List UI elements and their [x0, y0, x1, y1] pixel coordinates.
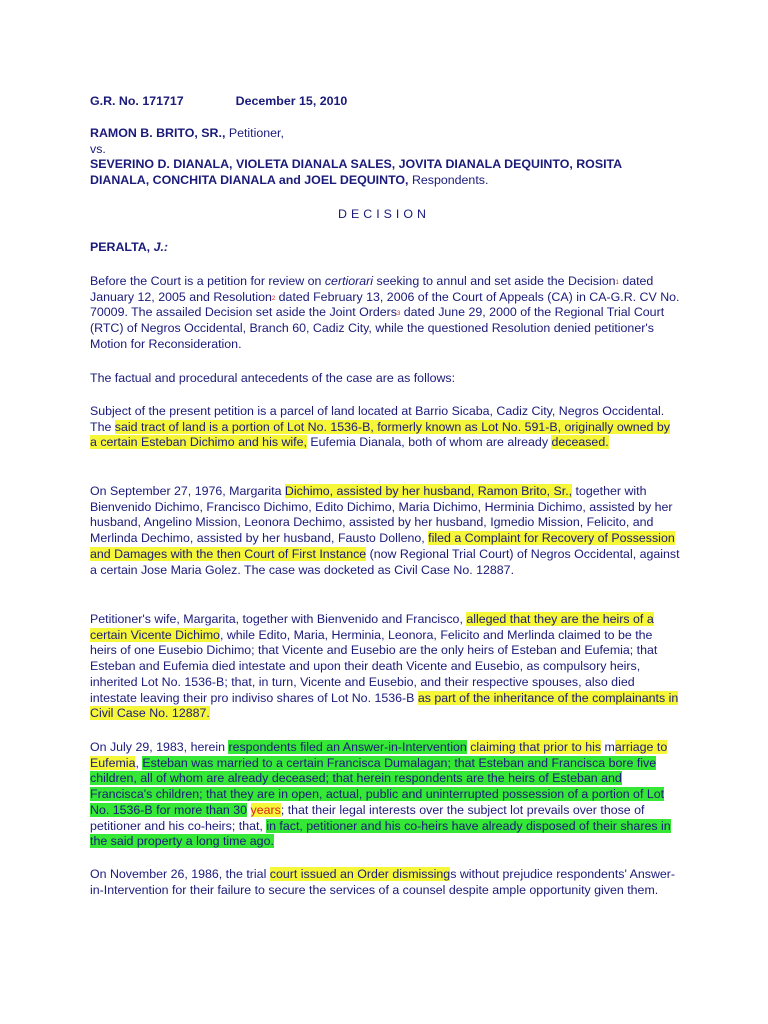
text-span: Eufemia Dianala, both of whom are already: [306, 435, 552, 450]
petitioner-name: RAMON B. BRITO, SR.,: [90, 126, 226, 140]
case-header: [90, 94, 680, 110]
footnote-ref[interactable]: 2: [271, 295, 276, 302]
paragraph-2: The factual and procedural antecedents of the case are as follows:: [90, 371, 456, 385]
ponente-name: PERALTA,: [90, 240, 154, 254]
text-span: ; that their legal interests over the subject lot prevails over those of petitioner and his co-heirs; that,: [90, 802, 645, 833]
ponente: [90, 240, 680, 256]
text-span: On November 26, 1986, the trial: [90, 867, 270, 881]
text-span: , while Edito, Maria, Herminia, Leonora, Felicito and Merlinda claimed to be the heirs of one Eusebio Dichimo; that Vicente and Eusebio are the only heirs of Esteban and Eufemia; that Esteban and Eufemia died intestate and upon their death Vicente and Eusebio, as compulsory heirs, inherited Lot No. 1536-B; that, in turn, Vicente and Eusebio, and their respective spouses, also died intestate leaving their pro indiviso shares of Lot No. 1536-B: [90, 627, 658, 705]
text-span: dated June 29, 2000 of the Regional Trial Court (RTC) of Negros Occidental, Branch 60, Cadiz City, while the questioned Resolution denied petitioner's Motion for Reconsideration.: [90, 305, 665, 351]
text-span: s without prejudice respondents' Answer-in-Intervention for their failure to secure the services of a counsel despite ample opportunity given them.: [90, 867, 676, 897]
green-highlight: respondents filed an Answer-in-Intervention: [228, 740, 467, 754]
yellow-highlight: filed a Complaint for Recovery of Possession and Damages with the then Court of First Instance: [90, 531, 675, 561]
decision-title: DECISION: [338, 207, 430, 221]
text-span: dated January 12, 2005 and Resolution: [90, 274, 654, 304]
yellow-highlight: as part of the inheritance of the complainants in Civil Case No. 12887.: [90, 690, 679, 721]
parties-block: [90, 126, 680, 189]
gr-number: G.R. No. 171717: [90, 94, 184, 108]
green-highlight: Esteban was married to a certain Francisca Dumalagan; that Esteban and Francisca bore five children, all of whom are already deceased; that herein respondents are the heirs of Esteban and Francisca's children; that they are in open, actual, public and uninterrupted possession of a portion of Lot No. 1536-B for more than 30: [90, 755, 665, 817]
footnote-ref[interactable]: 1: [615, 280, 619, 286]
respondents-role: Respondents.: [408, 173, 489, 188]
footnote-ref[interactable]: 3: [396, 311, 401, 318]
text-span: Petitioner's wife, Margarita, together with Bienvenido and Francisco,: [90, 612, 467, 626]
text-span: together with Bienvenido Dichimo, Francisco Dichimo, Edito Dichimo, Maria Dichimo, Herminia Dichimo, assisted by her husband, Angelino Mission, Leonora Dechimo, assisted by her husband, Igmedio Mission, Felicito, and Merlinda Dechimo, assisted by her husband, Fausto Dolleno,: [90, 484, 673, 546]
text-span: dated February 13, 2006 of the Court of Appeals (CA) in CA-G.R. CV No. 70009. The assailed Decision set aside the Joint Orders: [90, 289, 680, 320]
green-highlight: in fact, petitioner and his co-heirs have already disposed of their shares in the said property a long time ago.: [90, 818, 671, 849]
paragraph-6: [90, 740, 680, 850]
yellow-highlight: said tract of land is a portion of Lot No. 1536-B, formerly known as Lot No. 591-B, originally owned by a certain Esteban Dichimo and his wife,: [90, 419, 670, 450]
text-span: (now Regional Trial Court) of Negros Occidental, against a certain Jose Maria Golez. The case was docketed as Civil Case No. 12887.: [90, 546, 680, 577]
decision-date: December 15, 2010: [235, 94, 348, 108]
petitioner-role: Petitioner,: [225, 126, 284, 140]
respondents-names: SEVERINO D. DIANALA, VIOLETA DIANALA SALES, JOVITA DIANALA DEQUINTO, ROSITA DIANALA, CONCHITA DIANALA and JOEL DEQUINTO,: [90, 157, 622, 188]
text-span: ,: [135, 755, 143, 770]
yellow-highlight: court issued an Order dismissing: [269, 867, 451, 881]
yellow-highlight: alleged that they are the heirs of a certain Vicente Dichimo: [90, 612, 654, 642]
petitioner-line: [90, 126, 680, 142]
paragraph-1: [90, 274, 680, 353]
text-span: Before the Court is a petition for review on: [90, 274, 325, 288]
yellow-highlight: claiming that prior to his: [470, 740, 602, 754]
paragraph-4: [90, 484, 680, 578]
text-span: Subject of the present petition is a parcel of land located at Barrio Sicaba, Cadiz City, Negros Occidental. The: [90, 404, 665, 434]
versus-line: vs.: [90, 141, 106, 156]
italic-term: certiorari: [324, 274, 374, 288]
text-span: On July 29, 1983, herein: [90, 740, 229, 754]
yellow-highlight: deceased.: [551, 435, 609, 450]
text-span: m: [601, 740, 615, 754]
paragraph-5: [90, 612, 680, 722]
respondents-line: [90, 157, 680, 188]
paragraph-7: [90, 867, 680, 898]
text-span: seeking to annul and set aside the Decision: [373, 274, 616, 288]
paragraph-3: [90, 404, 680, 451]
text-span: [247, 803, 250, 817]
yellow-highlight: Dichimo, assisted by her husband, Ramon Brito, Sr.,: [284, 484, 573, 498]
red-highlighted-term: years: [250, 802, 281, 817]
yellow-highlight: arriage to Eufemia: [90, 740, 668, 770]
text-span: On September 27, 1976, Margarita: [90, 484, 285, 498]
ponente-suffix: J.:: [153, 240, 169, 254]
